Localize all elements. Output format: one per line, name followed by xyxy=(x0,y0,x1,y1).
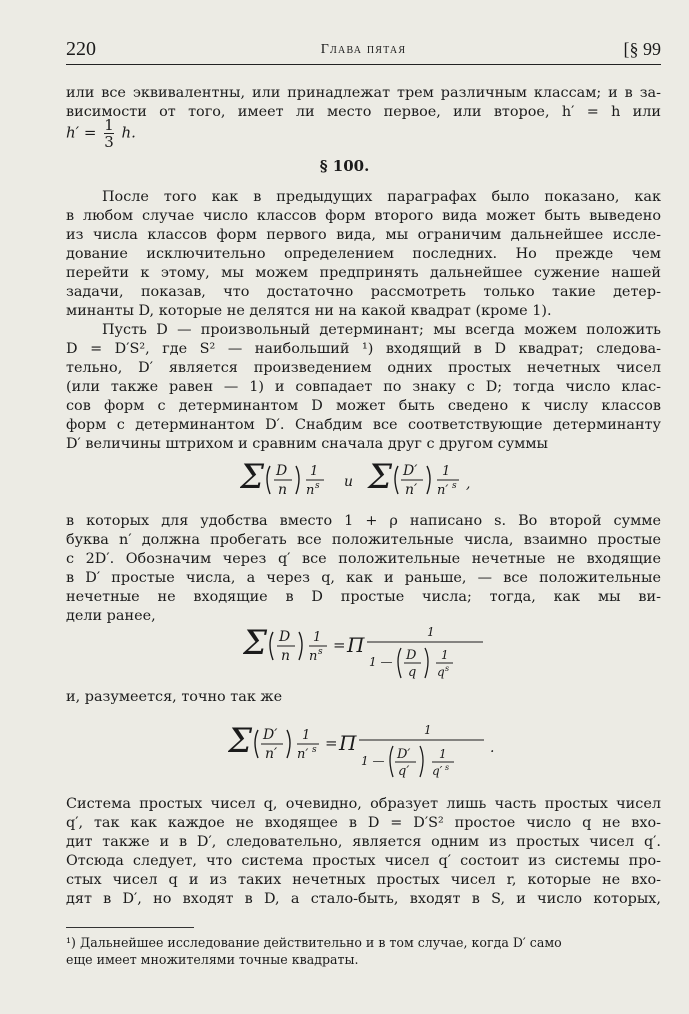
sigma-symbol: Σ xyxy=(240,457,265,497)
h-prime-label: h′ = xyxy=(66,123,97,142)
footnote-divider xyxy=(66,927,194,928)
svg-text:n: n xyxy=(306,483,315,498)
svg-text:,: , xyxy=(466,476,471,492)
svg-text:s: s xyxy=(452,481,457,491)
text-line: задачи, показав, что достаточно рассмотреть только такие детер- xyxy=(66,284,661,300)
svg-text:Π: Π xyxy=(339,731,357,755)
svg-text:D: D xyxy=(406,648,417,663)
svg-text:s: s xyxy=(445,664,450,673)
fraction-denominator: 3 xyxy=(104,133,114,151)
svg-text:q: q xyxy=(408,665,417,680)
fraction-numerator: 1 xyxy=(104,116,114,134)
svg-text:q: q xyxy=(437,665,445,679)
svg-text:1: 1 xyxy=(424,723,432,737)
svg-text:q′: q′ xyxy=(398,764,410,779)
h-label: h. xyxy=(121,123,136,142)
text-line: минанты D, которые не делятся ни на какой квадрат (кроме 1). xyxy=(66,303,552,319)
svg-text:.: . xyxy=(490,740,495,756)
fraction-one-third xyxy=(104,117,114,150)
text-line: дят в D′, но входят в D, а стало-быть, входят в S, и число которых, xyxy=(66,891,661,907)
text-line: Система простых чисел q, очевидно, образует лишь часть простых чисел xyxy=(66,796,661,812)
footnote-line: еще имеет множителями точные квадраты. xyxy=(66,952,359,967)
svg-text:Σ: Σ xyxy=(243,623,268,663)
svg-text:n′: n′ xyxy=(297,747,309,762)
section-title: § 100. xyxy=(319,157,370,175)
svg-text:1: 1 xyxy=(310,464,319,479)
text-line: сов форм с детерминантом D может быть сведено к числу классов xyxy=(66,398,661,414)
text-line: буква n′ должна пробегать все положительные числа, взаимно простые xyxy=(66,532,661,548)
svg-text:1: 1 xyxy=(427,625,435,639)
formula-sums xyxy=(240,448,480,506)
text-line: дит также и в D′, следовательно, является одним из простых чисел q′. xyxy=(66,834,661,850)
svg-text:s: s xyxy=(315,481,320,491)
svg-text:n′: n′ xyxy=(405,482,418,498)
svg-text:s: s xyxy=(445,763,450,772)
svg-text:1: 1 xyxy=(313,630,322,645)
section-marker: [§ 99 xyxy=(623,39,661,59)
text-line: дели ранее, xyxy=(66,608,156,624)
text-line: форм с детерминантом D′. Снабдим все соответствующие детерминанту xyxy=(66,417,661,433)
svg-text:D′: D′ xyxy=(403,463,418,479)
svg-text:D′: D′ xyxy=(263,727,278,743)
text-line: дование исключительно определением последних. Но прежде чем xyxy=(66,246,661,262)
svg-text:1: 1 xyxy=(442,464,451,479)
text-line: с 2D′. Обозначим через q′ все положительные нечетные не входящие xyxy=(66,551,661,567)
text-line: перейти к этому, мы можем предпринять дальнейшее сужение нашей xyxy=(66,265,661,281)
text-line: q′, так как каждое не входящее в D = D′S² простое число q не вхо- xyxy=(66,815,661,831)
svg-text:D: D xyxy=(279,629,291,645)
svg-text:1 —: 1 — xyxy=(361,754,385,768)
svg-text:n′: n′ xyxy=(265,746,278,762)
text-line: тельно, D′ является произведением одних простых нечетных чисел xyxy=(66,360,661,376)
text-line: висимости от того, имеет ли место первое, или второе, h′ = h или xyxy=(66,104,661,120)
svg-text:q′: q′ xyxy=(432,764,443,778)
svg-text:1 —: 1 — xyxy=(369,655,393,669)
text-line: или все эквивалентны, или принадлежат трем различным классам; и в за- xyxy=(66,85,661,101)
text-line: нечетные не входящие в D простые числа; тогда, как мы ви- xyxy=(66,589,661,605)
svg-text:1: 1 xyxy=(441,648,449,662)
text-line: Пусть D — произвольный детерминант; мы всегда можем положить xyxy=(102,322,661,338)
text-line: D′ величины штрихом и сравним сначала друг с другом суммы xyxy=(66,436,549,452)
svg-text:Σ: Σ xyxy=(228,721,253,761)
text-line: D = D′S², где S² — наибольший ¹) входящий в D квадрат; следова- xyxy=(66,341,661,357)
text-line: После того как в предыдущих параграфах было показано, как xyxy=(102,189,661,205)
text-line: и, разумеется, точно так же xyxy=(66,689,283,705)
text-line: в которых для удобства вместо 1 + ρ написано s. Во второй сумме xyxy=(66,513,661,529)
formula-conjunction: и xyxy=(344,474,354,490)
text-line: в D′ простые числа, а через q, как и раньше, — все положительные xyxy=(66,570,661,586)
svg-text:n: n xyxy=(309,649,318,664)
svg-text:=: = xyxy=(333,636,346,654)
formula-h-prime xyxy=(66,117,136,150)
text-line: стых чисел q и из таких нечетных простых чисел r, которые не вхо- xyxy=(66,872,661,888)
footnote-line: ¹) Дальнейшее исследование действительно и в том случае, когда D′ само xyxy=(66,935,562,950)
svg-text:s: s xyxy=(318,647,323,657)
text-line: из числа классов форм первого вида, мы ограничим дальнейшее иссле- xyxy=(66,227,661,243)
text-line: в любом случае число классов форм второго вида может быть выведено xyxy=(66,208,661,224)
svg-text:D: D xyxy=(276,463,288,479)
svg-text:Σ: Σ xyxy=(368,457,393,497)
chapter-title: Глава пятая xyxy=(320,42,407,57)
svg-text:=: = xyxy=(325,734,338,752)
svg-text:n: n xyxy=(278,482,288,498)
formula-product-2 xyxy=(228,714,498,780)
text-line: Отсюда следует, что система простых чисел q′ состоит из системы про- xyxy=(66,853,661,869)
svg-text:D′: D′ xyxy=(397,747,411,762)
svg-text:s: s xyxy=(312,745,317,755)
formula-product-1 xyxy=(243,618,493,680)
svg-text:1: 1 xyxy=(302,728,311,743)
svg-text:Π: Π xyxy=(347,633,365,657)
running-header xyxy=(66,38,661,65)
page-number: 220 xyxy=(66,38,96,60)
svg-text:n: n xyxy=(281,648,291,664)
svg-text:1: 1 xyxy=(439,747,447,761)
text-line: (или также равен — 1) и совпадает по знаку с D; тогда число клас- xyxy=(66,379,661,395)
svg-text:n′: n′ xyxy=(437,483,449,498)
